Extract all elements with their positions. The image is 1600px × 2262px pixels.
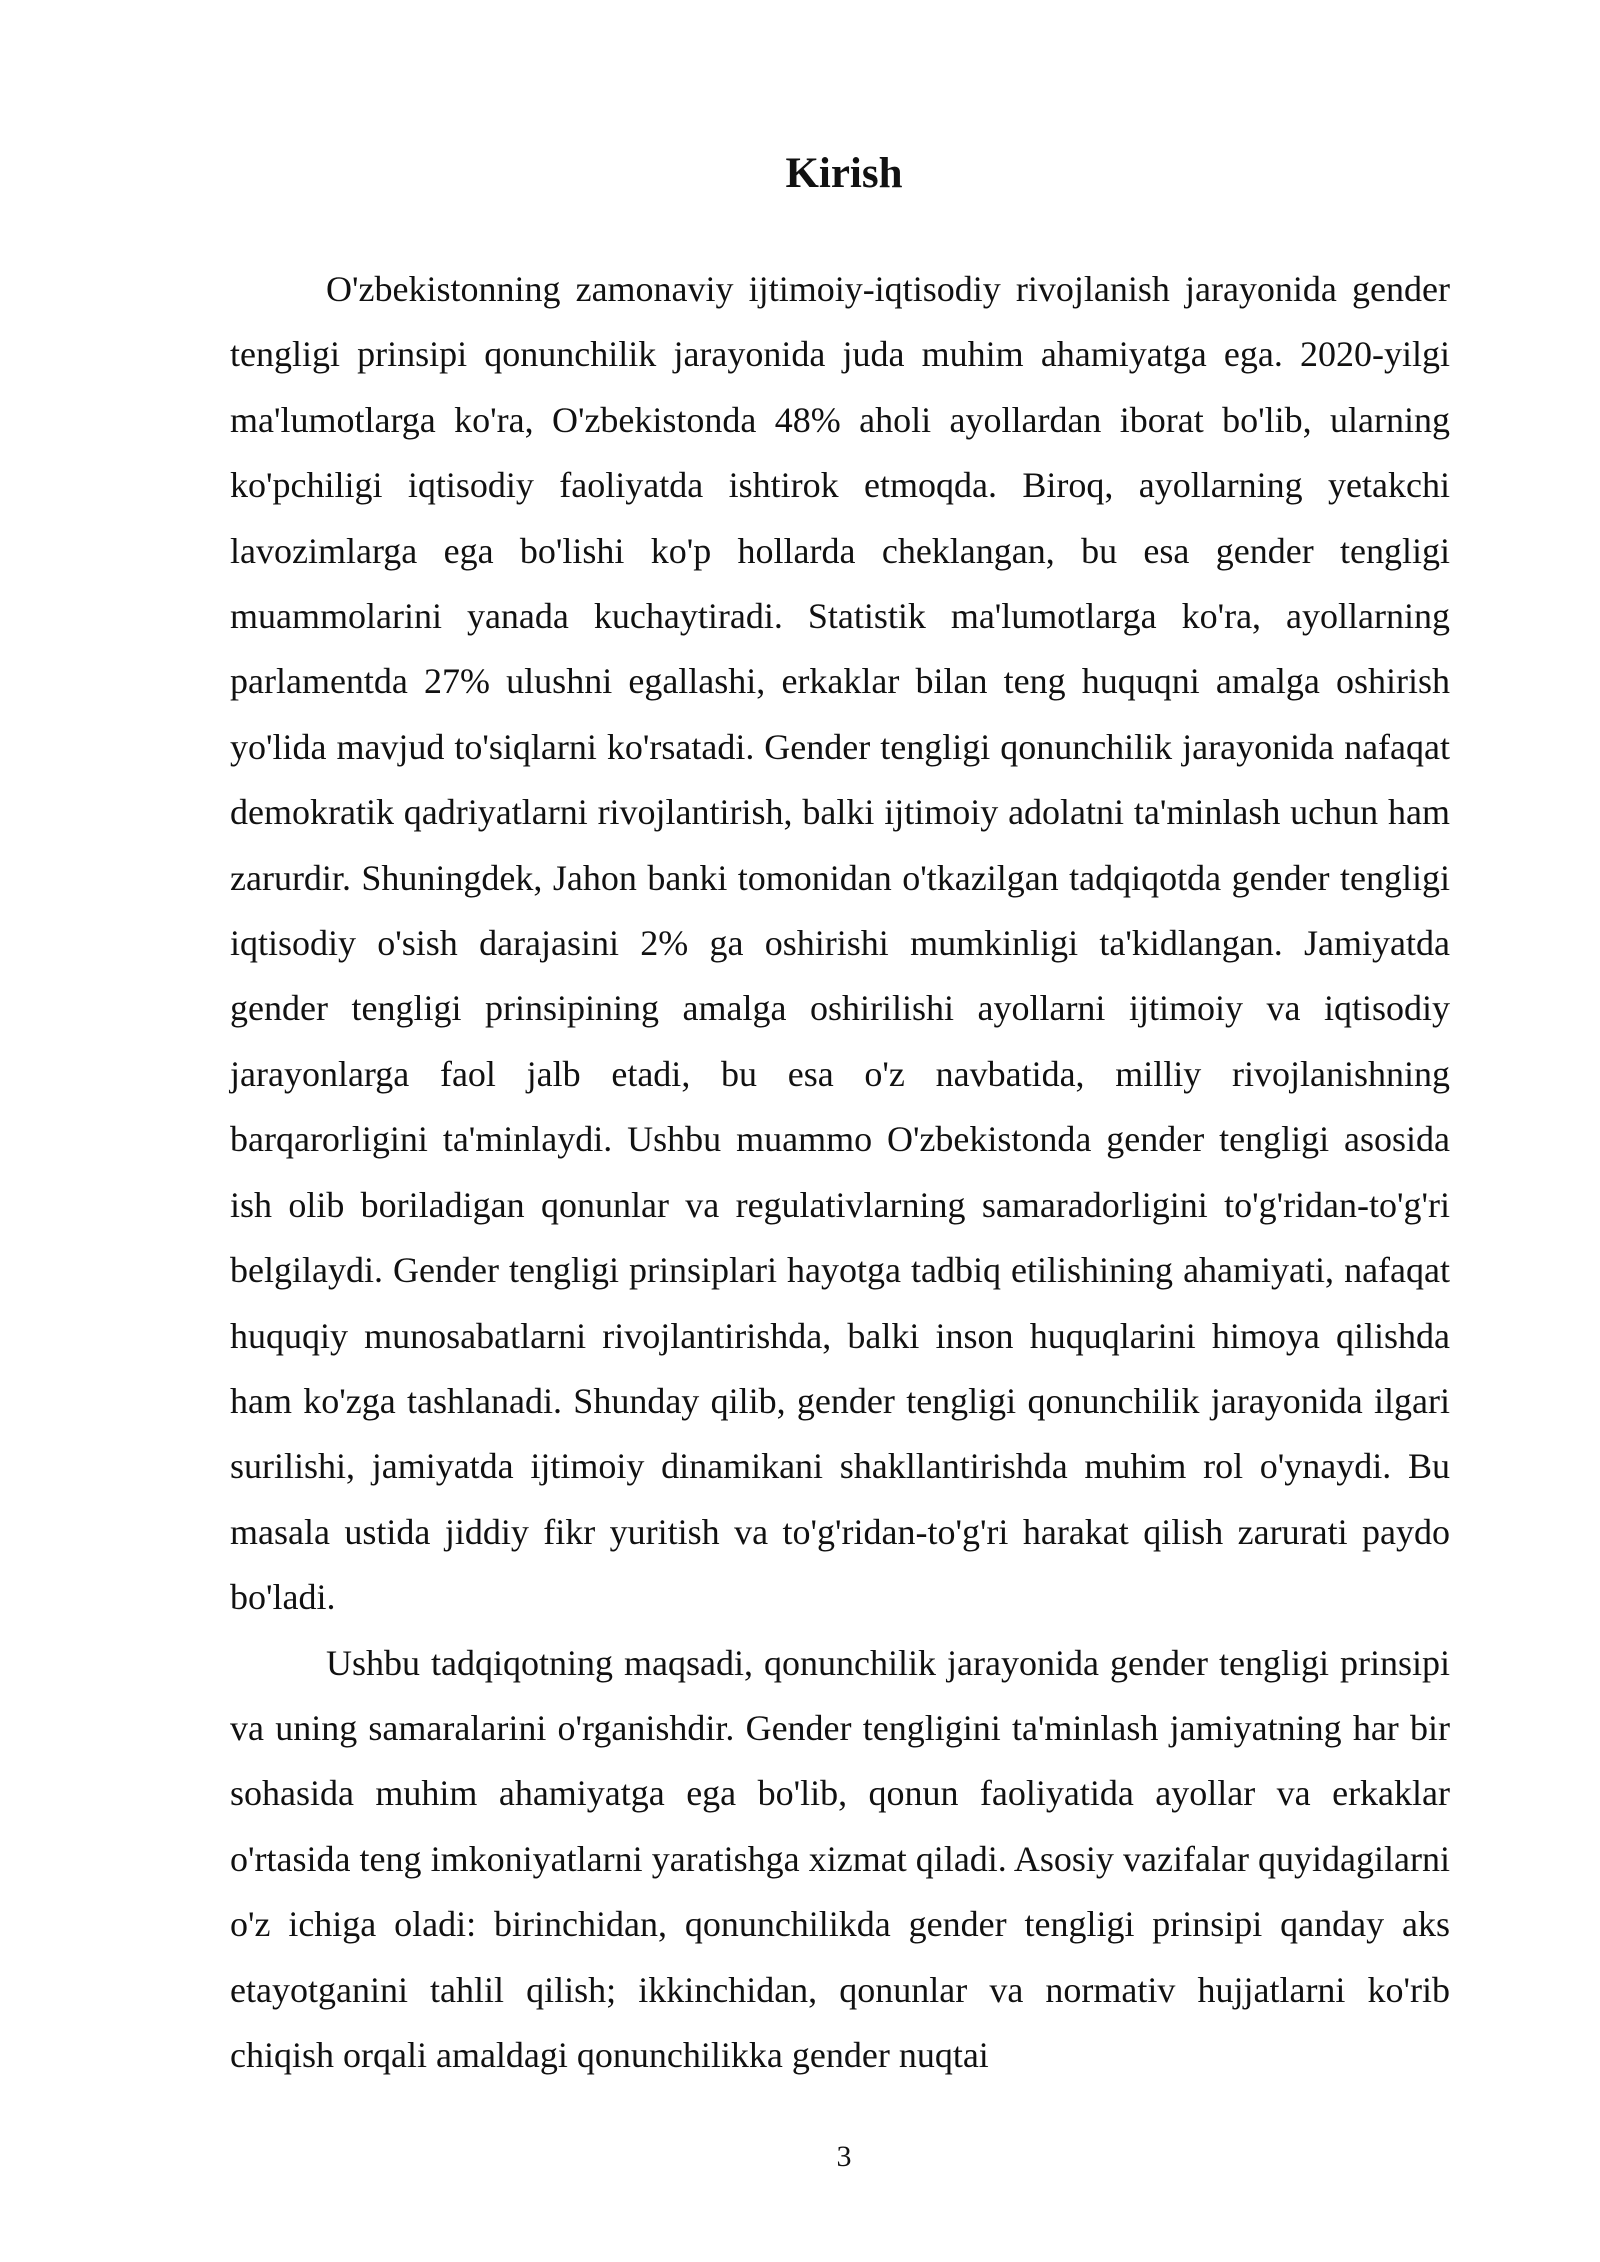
page-number: 3 — [836, 2140, 852, 2173]
paragraph: Ushbu tadqiqotning maqsadi, qonunchilik jarayonida gender tengligi prinsipi va uning samaralarini o'rganishdir. Gender tengligini ta'minlash jamiyatning har bir sohasida muhim ahamiyatga ega bo'lib, qonun faoliyatida ayollar va erkaklar o'rtasida teng imkoniyatlarni yaratishga xizmat qiladi. Asosiy vazifalar quyidagilarni o'z ichiga oladi: birinchidan, qonunchilikda gender tengligi prinsipi qanday aks etayotganini tahlil qilish; ikkinchidan, qonunlar va normativ hujjatlarni ko'rib chiqish orqali amaldagi qonunchilikka gender nuqtai — [230, 1642, 1450, 2075]
paragraph: O'zbekistonning zamonaviy ijtimoiy-iqtisodiy rivojlanish jarayonida gender tengligi prinsipi qonunchilik jarayonida juda muhim ahamiyatga ega. 2020-yilgi ma'lumotlarga ko'ra, O'zbekistonda 48% aholi ayollardan iborat bo'lib, ularning ko'pchiligi iqtisodiy faoliyatda ishtirok etmoqda. Biroq, ayollarning yetakchi lavozimlarga ega bo'lishi ko'p hollarda cheklangan, bu esa gender tengligi muammolarini yanada kuchaytiradi. Statistik ma'lumotlarga ko'ra, ayollarning parlamentda 27% ulushni egallashi, erkaklar bilan teng huquqni amalga oshirish yo'lida mavjud to'siqlarni ko'rsatadi. Gender tengligi qonunchilik jarayonida nafaqat demokratik qadriyatlarni rivojlantirish, balki ijtimoiy adolatni ta'minlash uchun ham zarurdir. Shuningdek, Jahon banki tomonidan o'tkazilgan tadqiqotda gender tengligi iqtisodiy o'sish darajasini 2% ga oshirishi mumkinligi ta'kidlangan. Jamiyatda gender tengligi prinsipining amalga oshirilishi ayollarni ijtimoiy va iqtisodiy jarayonlarga faol jalb etadi, bu esa o'z navbatida, milliy rivojlanishning barqarorligini ta'minlaydi. Ushbu muammo O'zbekistonda gender tengligi asosida ish olib boriladigan qonunlar va regulativlarning samaradorligini to'g'ridan-to'g'ri belgilaydi. Gender tengligi prinsiplari hayotga tadbiq etilishining ahamiyati, nafaqat huquqiy munosabatlarni rivojlantirishda, balki inson huquqlarini himoya qilishda ham ko'zga tashlanadi. Shunday qilib, gender tengligi qonunchilik jarayonida ilgari surilishi, jamiyatda ijtimoiy dinamikani shakllantirishda muhim rol o'ynaydi. Bu masala ustida jiddiy fikr yuritish va to'g'ridan-to'g'ri harakat qilish zarurati paydo bo'ladi. — [230, 269, 1450, 1618]
body-text — [230, 257, 1450, 2088]
page-title: Kirish — [785, 150, 903, 197]
